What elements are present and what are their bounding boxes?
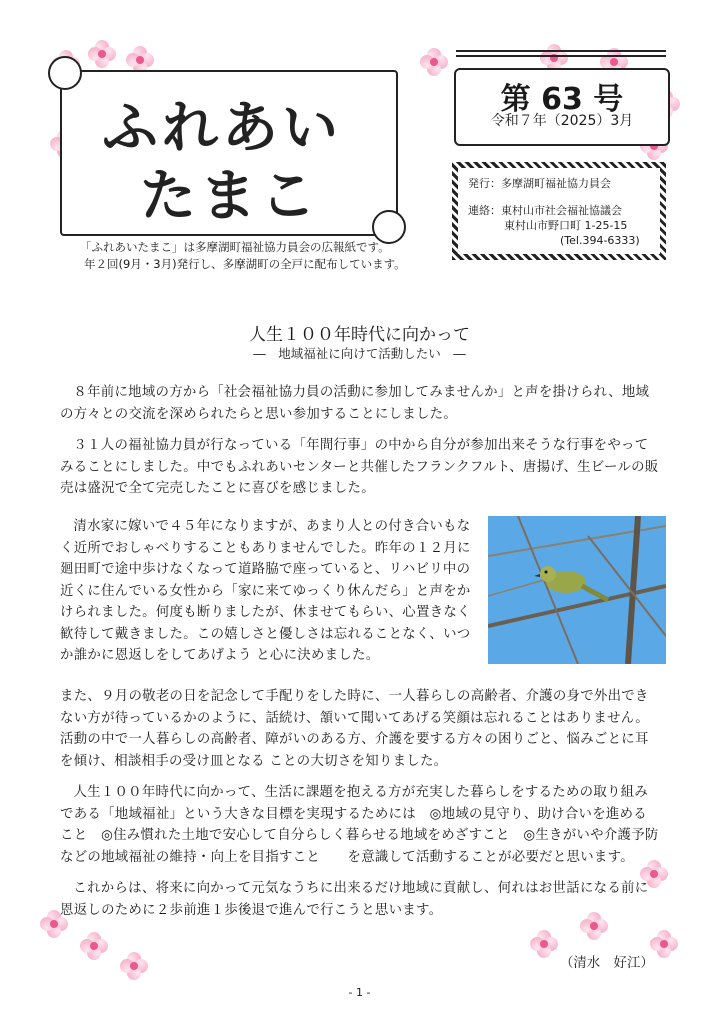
article-body-bottom xyxy=(60,686,660,931)
article-paragraph-text: また、９月の敬老の日を記念して手配りをした時に、一人暮らしの高齢者、介護の身で外出できない方が待っているかのように、話続け、頷いて聞いてあげる笑顔は忘れることはありません。活動の中で一人暮らしの高齢者、障がいのある方、介護を要する方々の困りごと、悩みごとに耳を傾け、相談相手の受け皿となる ことの大切さを知りました。 xyxy=(60,689,649,769)
blossom-decoration xyxy=(120,952,148,980)
issue-date: 令和７年（2025）3月 xyxy=(490,113,634,129)
article-title: 人生１００年時代に向かって xyxy=(249,325,470,345)
blossom-decoration xyxy=(40,910,68,938)
bird-photo xyxy=(488,516,666,664)
publisher-text xyxy=(468,176,640,248)
title-scroll-banner xyxy=(48,56,406,244)
article-paragraph: ８年前に地域の方から「社会福祉協力員の活動に参加してみませんか」と声を掛けられ、地域の方々との交流を深められたらと思い参加することにしました。 xyxy=(60,385,650,422)
issue-rule-top xyxy=(456,50,666,52)
article-paragraph: ３１人の福祉協力員が行なっている「年間行事」の中から自分が参加出来そうな行事をやってみることにしました。中でもふれあいセンターと共催したフランクフルト、唐揚げ、生ビールの販売は盛況で全て完売したことに喜びを感じました。 xyxy=(60,438,659,496)
blossom-decoration xyxy=(640,860,668,888)
issue-box xyxy=(454,68,670,146)
article-paragraph: 人生１００年時代に向かって、生活に課題を抱える方が充実した暮らしをするための取り組みである「地域福祉」という大きな目標を実現するためには ◎地域の見守り、助け合いを進めること ◎住み慣れた土地で安心して自分らしく暮らせる地域をめざすこと ◎生きがいや介護予防などの地域福祉の維持・向上を目指すこと を意識して活動することが必要だと思います。 xyxy=(60,785,659,865)
blossom-decoration xyxy=(580,912,608,940)
blossom-decoration xyxy=(420,48,448,76)
newsletter-title-line2: たまこ xyxy=(140,163,320,229)
article-body-with-photo xyxy=(60,516,480,677)
caption-line2: 年２回(9月・3月)発行し、多摩湖町の全戸に配布しています。 xyxy=(84,257,406,271)
article-paragraph: これからは、将来に向かって元気なうちに出来るだけ地域に貢献し、何れはお世話になる前に恩返しのために２歩前進１歩後退で進んで行こうと思います。 xyxy=(60,881,649,918)
publisher-issuer: 発行：多摩湖町福祉協力員会 xyxy=(468,177,611,190)
publisher-tel: (Tel.394-6333) xyxy=(560,234,640,247)
blossom-decoration xyxy=(530,930,558,958)
caption-line1: 「ふれあいたまこ」は多摩湖町福祉協力員会の広報紙です。 xyxy=(80,240,390,254)
publisher-contact: 連絡：東村山市社会福祉協議会 xyxy=(468,204,622,217)
issue-number: 第 63 号 xyxy=(500,82,624,117)
article-body-top xyxy=(60,382,660,510)
bird-on-branch-image xyxy=(488,516,666,664)
article-paragraph xyxy=(60,686,660,772)
publisher-address: 東村山市野口町 1-25-15 xyxy=(504,219,628,232)
article-paragraph: 清水家に嫁いで４５年になりますが、あまり人との付き合いもなく近所でおしゃべりすることもありませんでした。昨年の１２月に廻田町で途中歩けなくなって道路脇で座っていると、リハビリ中の近くに住んでいる女性から「家に来てゆっくり休んだら」と声をかけられました。何度も断りましたが、休ませてもらい、心置きなく歓待して戴きました。この嬉しさと優しさは忘れることなく、いつか誰かに恩返しをしてあげよう と心に決めました。 xyxy=(60,519,471,663)
publisher-box xyxy=(452,162,666,260)
scroll-curl-top xyxy=(48,56,82,90)
blossom-decoration xyxy=(80,932,108,960)
article-subtitle: ― 地域福祉に向けて活動したい ― xyxy=(253,346,466,361)
newsletter-title-line1: ふれあい xyxy=(102,95,342,161)
blossom-decoration xyxy=(650,930,678,958)
article-author: （清水 好江） xyxy=(560,956,654,971)
issue-rule-top xyxy=(456,55,666,57)
page-number: - 1 - xyxy=(348,986,371,999)
